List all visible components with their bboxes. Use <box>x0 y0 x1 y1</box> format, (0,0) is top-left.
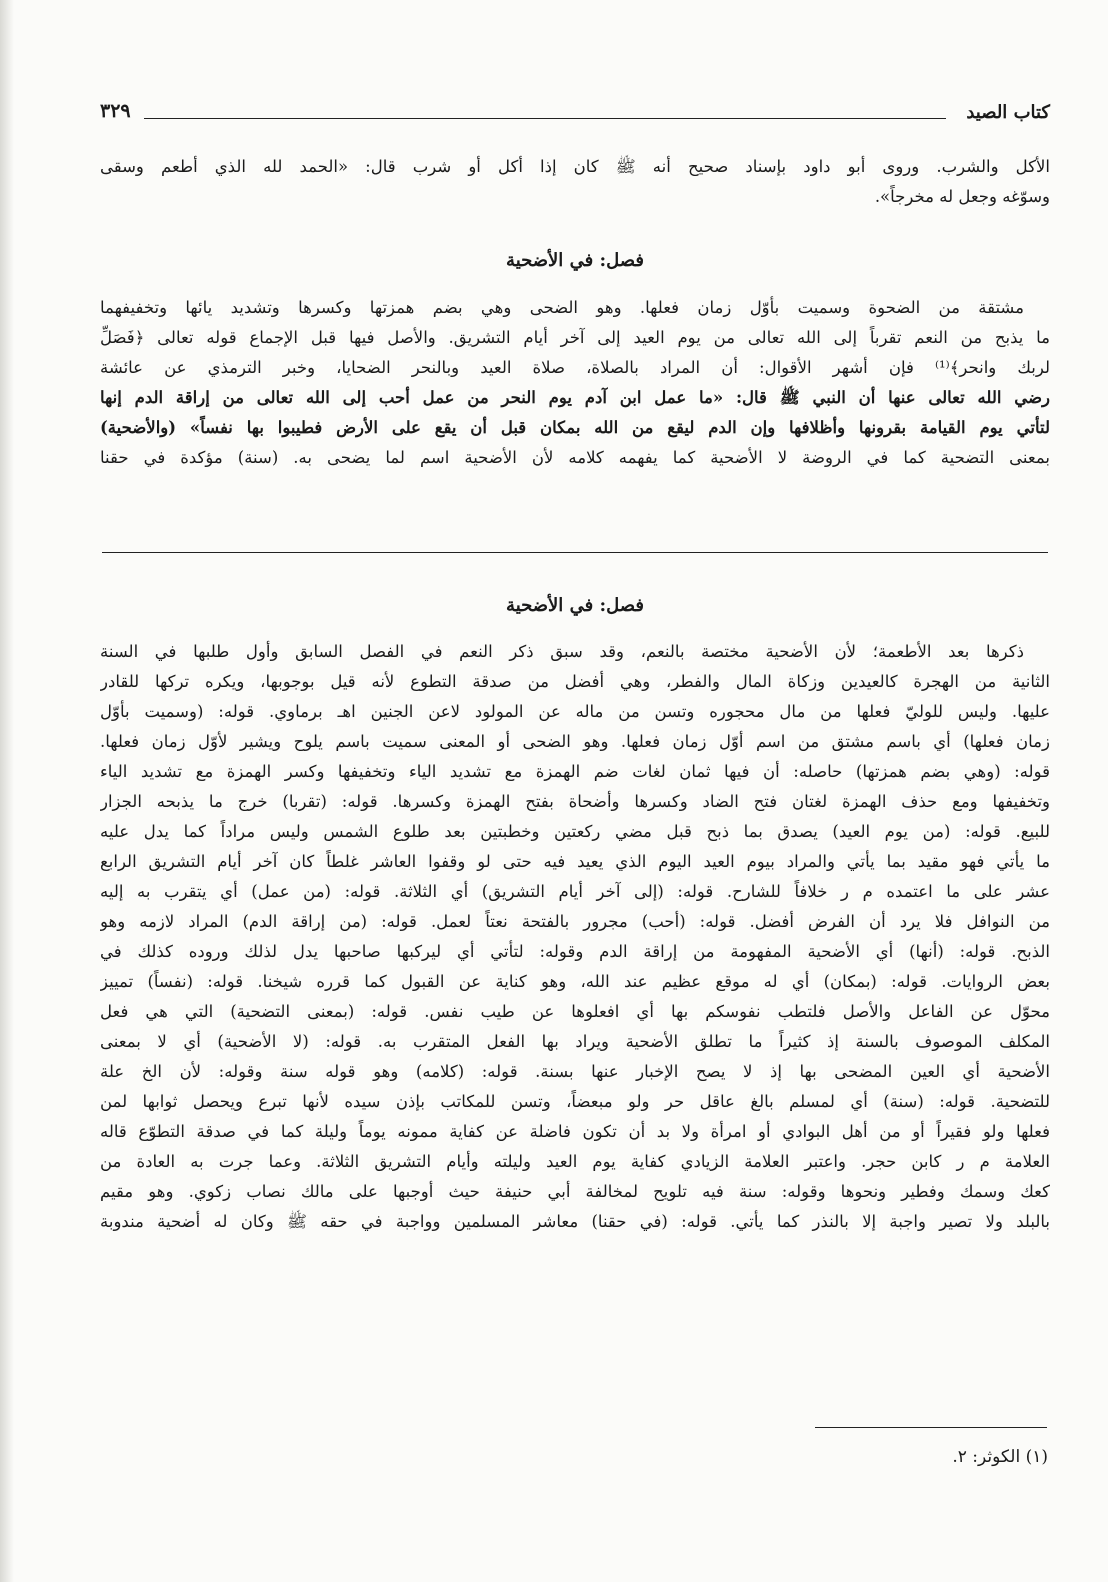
text-line: ذكرها بعد الأطعمة؛ لأن الأضحية مختصة بالنعم، وقد سبق ذكر النعم في الفصل السابق وأول طلبها في السنة <box>100 642 1024 661</box>
text-line: العلامة م ر كابن حجر. واعتبر العلامة الزيادي كفاية يوم العيد وليلته وأيام التشريق الثلاثة. وعما جرت به العادة من <box>100 1152 1050 1171</box>
chapter-title: كتاب الصيد <box>966 102 1050 123</box>
text-line: بالبلد ولا تصير واجبة إلا بالنذر كما يأتي. قوله: (في حقنا) معاشر المسلمين وواجبة في حقه ﷺ وكان له أضحية مندوبة <box>100 1212 1050 1231</box>
section-heading: فصل: في الأضحية <box>506 250 644 271</box>
text-line: وتخفيفها ومع حذف الهمزة لغتان فتح الضاد وكسرها وأضحاة بفتح الهمزة وكسرها. قوله: (تقربا) خرج ما يذبحه الجزار <box>100 792 1050 811</box>
text-line: لربك وانحر﴾⁽¹⁾ فإن أشهر الأقوال: أن المراد بالصلاة، صلاة العيد وبالنحر الضحايا، وخبر الترمذي عن عائشة <box>100 358 1050 377</box>
text-line: ما يأتي فهو مقيد بما يأتي والمراد بيوم العيد اليوم الذي يعيد فيه حتى لو وقفوا العاشر غلطاً كان آخر أيام التشريق الرابع <box>100 852 1050 871</box>
text-line: بعض الروايات. قوله: (بمكان) أي له موقع عظيم عند الله، وهو كناية عن القبول كما قرره شيخنا. قوله: (نفساً) تمييز <box>100 972 1050 991</box>
text-line: الثانية من الهجرة كالعيدين وزكاة المال والفطر، وهي أفضل من صدقة التطوع لأنه قيل بوجوبها، ويكره تركها للقادر <box>100 672 1050 691</box>
text-line: عليها. وليس للوليّ فعلها من مال محجوره وتسن من ماله عن المولود لاعن الجنين اهـ برماوي. قوله: (وسميت بأوّل <box>100 702 1050 721</box>
section1-body <box>100 293 1050 473</box>
text-line: الأكل والشرب. وروى أبو داود بإسناد صحيح أنه ﷺ كان إذا أكل أو شرب قال: «الحمد لله الذي أطعم وسقى <box>100 157 1050 176</box>
page-edge-shadow <box>0 0 14 1582</box>
running-header <box>100 98 1050 134</box>
section-heading: فصل: في الأضحية <box>506 595 644 616</box>
text-line: من النوافل فلا يرد أن الفرض أفضل. قوله: (أحب) مجرور بالفتحة نعتاً لعمل. قوله: (من إراقة الدم) المراد لازمه وهو <box>100 912 1050 931</box>
text-line: للبيع. قوله: (من يوم العيد) يصدق بما ذبح قبل مضي ركعتين وخطبتين بعد طلوع الشمس وليس مراداً كما يدل عليه <box>100 822 1050 841</box>
text-line: محوّل عن الفاعل والأصل فلتطب نفوسكم بها أي افعلوها عن طيب نفس. قوله: (بمعنى التضحية) التي هي فعل <box>100 1002 1050 1021</box>
footnote-rule <box>815 1427 1047 1428</box>
section-divider <box>102 552 1048 553</box>
text-line: رضي الله تعالى عنها أن النبي ﷺ قال: «ما عمل ابن آدم يوم النحر من عمل أحب إلى الله تعالى من إراقة الدم إنها <box>100 388 1050 407</box>
text-line: كعك وسمك وفطير ونحوها وقوله: سنة فيه تلويح لمخالفة أبي حنيفة حيث أوجبها على مالك نصاب زكوي. وهو مقيم <box>100 1182 1050 1201</box>
text-line: لتأتي يوم القيامة بقرونها وأظلافها وإن الدم ليقع من الله بمكان قبل أن يقع على الأرض فطيبوا بها نفساً» (والأضحية) <box>100 418 1050 437</box>
text-line: الذبح. قوله: (أنها) أي الأضحية المفهومة من إراقة الدم وقوله: لتأتي أي ليركبها صاحبها يدل لذلك وروده كذلك في <box>100 942 1050 961</box>
header-rule <box>144 118 946 119</box>
text-line: ما يذبح من النعم تقرباً إلى الله تعالى من يوم العيد إلى آخر أيام التشريق. والأصل فيها قبل الإجماع قوله تعالى ﴿فَصَلِّ <box>100 328 1050 347</box>
text-line: قوله: (وهي بضم همزتها) حاصله: أن فيها ثمان لغات ضم الهمزة مع تشديد الياء وتخفيفها وكسر الهمزة مع تشديد الياء <box>100 762 1050 781</box>
page-number: ٣٢٩ <box>100 100 131 122</box>
text-line: عشر على ما اعتمده م ر خلافاً للشارح. قوله: (إلى آخر أيام التشريق) أي الثلاثة. قوله: (من عمل) أي يتقرب به إليه <box>100 882 1050 901</box>
text-line: للتضحية. قوله: (سنة) أي لمسلم بالغ عاقل حر ولو مبعضاً، وتسن للمكاتب بإذن سيده لأنها تبرع ويحصل ثوابها لمن <box>100 1092 1050 1111</box>
text-line: الأضحية أي العين المضحى بها إذ لا يصح الإخبار عنها بسنة. قوله: (كلامه) وهو قوله سنة وقوله: لأن الخ علة <box>100 1062 1050 1081</box>
text-line: مشتقة من الضحوة وسميت بأوّل زمان فعلها. وهو الضحى وهي بضم همزتها وكسرها وتشديد يائها وتخفيفهما <box>100 298 1024 317</box>
section2-body <box>100 637 1050 1237</box>
text-line: وسوّغه وجعل له مخرجاً». <box>874 187 1050 206</box>
text-line: المكلف الموصوف بالسنة إذ كثيراً ما تطلق الأضحية ويراد بها الفعل المتقرب به. قوله: (لا الأضحية) أي لا بمعنى <box>100 1032 1050 1051</box>
text-line: بمعنى التضحية كما في الروضة لا الأضحية كما يفهمه كلامه لأن الأضحية اسم لما يضحى به. (سنة) مؤكدة في حقنا <box>100 448 1050 467</box>
footnote: (١) الكوثر: ٢. <box>952 1447 1048 1467</box>
top-text-block <box>100 152 1050 212</box>
text-line: زمان فعلها) أي باسم مشتق من اسم أوّل زمان فعلها. وهو الضحى أو المعنى سميت باسم يلوح ويشير لأوّل زمان فعلها. <box>100 732 1050 751</box>
text-line: فعلها ولو فقيراً أو من أهل البوادي أو امرأة ولا بد أن تكون فاضلة عن كفاية ممونه يوماً وليلة كما في صدقة التطوّع قاله <box>100 1122 1050 1141</box>
